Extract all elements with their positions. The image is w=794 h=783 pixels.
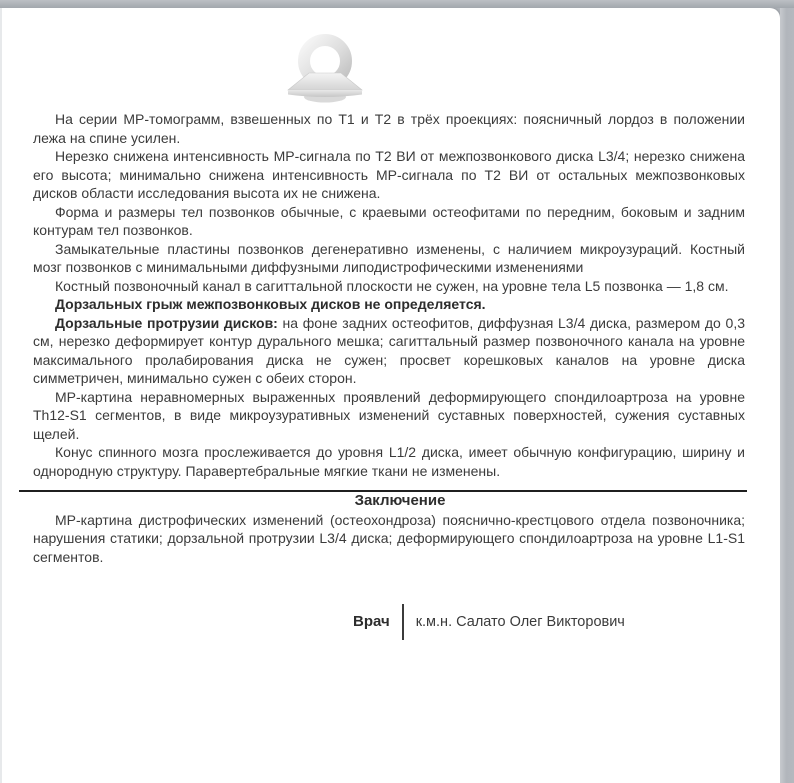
report-paragraph [33,110,745,147]
document-page [0,8,780,783]
paragraph-text: Конус спинного мозга прослеживается до уровня L1/2 диска, имеет обычную конфигурацию, ширину и однородную структуру. Паравертебральные мягкие ткани не изменены. [33,444,745,479]
report-body [33,110,745,480]
paragraph-text: Нерезко снижена интенсивность МР-сигнала по Т2 ВИ от межпозвонкового диска L3/4; нерезко снижена его высота; минимально снижена интенсивность МР-сигнала по Т2 ВИ от остальных межпозвонковых дисков области исследования высота их не снижена. [33,148,745,201]
logo-bed-top [288,73,362,90]
conclusion-heading: Заключение [354,492,446,509]
mri-scanner-icon [285,28,365,104]
report-paragraph [33,147,745,203]
paragraph-text: Замыкательные пластины позвонков дегенеративно изменены, с наличием микроузураций. Костный мозг позвонков с минимальными диффузными липодистрофическими изменениями [33,240,745,275]
scrollbar-track[interactable] [780,0,794,783]
paragraph-text: на фоне задних остеофитов, диффузная L3/4 диска, размером до 0,3 см, нерезко деформирует контур дурального мешка; сагиттальный размер позвоночного канала на уровне максимального пролабирования диска не сужен; просвет корешковых каналов на уровне диска симметричен, минимально сужен с обеих сторон. [33,314,746,386]
report-paragraph [33,388,745,444]
doctor-signature-block [353,604,745,640]
report-paragraph [33,295,745,314]
report-paragraph [33,443,745,480]
document-content [2,28,780,640]
paragraph-text: На серии МР-томограмм, взвешенных по Т1 и Т2 в трёх проекциях: поясничный лордоз в положении лежа на спине усилен. [33,111,745,146]
paragraph-text: Форма и размеры тел позвонков обычные, с краевыми остеофитами по передним, боковым и задним контурам тел позвонков. [33,203,745,238]
report-paragraph [33,314,745,388]
window-top-edge [0,0,794,8]
report-paragraph [33,277,745,296]
conclusion-text: МР-картина дистрофических изменений (остеохондроза) пояснично-крестцового отдела позвоночника; нарушения статики; дорзальной протрузии L3/4 диска; деформирующего спондилоартроза на уровне L1-S1 сегментов. [33,511,745,565]
logo-bed-front [288,90,362,97]
paragraph-text: Костный позвоночный канал в сагиттальной плоскости не сужен, на уровне тела L5 позвонка — 1,8 см. [55,277,729,294]
doctor-label: Врач [353,612,390,630]
paragraph-lead: Дорзальные протрузии дисков: [55,314,278,331]
doctor-name: к.м.н. Салато Олег Викторович [415,613,625,630]
report-paragraph [33,240,745,277]
report-paragraph [33,203,745,240]
paragraph-text: Дорзальных грыж межпозвонковых дисков не определяется. [55,296,486,312]
mri-scanner-logo [285,28,365,104]
paragraph-text: МР-картина неравномерных выраженных проявлений деформирующего спондилоартроза на уровне Th12-S1 сегментов, в виде микроузуративных изменений суставных поверхностей, сужения суставных щелей. [33,388,745,442]
